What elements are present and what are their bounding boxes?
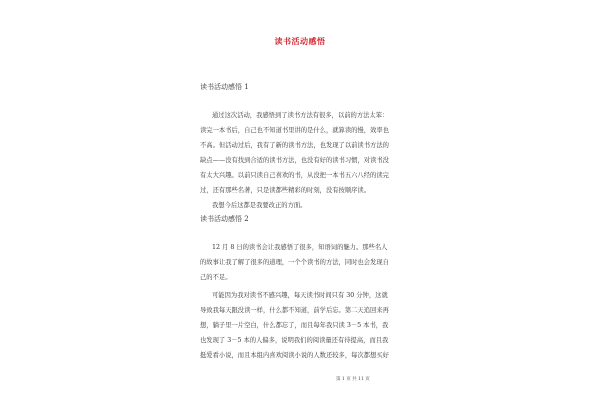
section-1-paragraph-2: 我想今后这都是我要改正的方面。 [212, 202, 307, 209]
section-2-heading: 读书活动感悟 2 [200, 215, 249, 223]
section-2-p2-line-3: 想，躺子里一片空白，什么都忘了，而且每年我只读 3－5 本书，我 [200, 322, 389, 329]
section-1-paragraph-1 [200, 108, 402, 213]
section-1-line-5: 有太大兴趣。以前只读自己喜欢的书，从没把一本书五六八经的读完 [200, 172, 389, 179]
section-1-line-2: 读完一本书后，自己也不知道书里讲的是什么，就算读的慢，效率也 [200, 127, 389, 134]
section-2-p2-line-4: 也发现了 3－5 本的人偏多，说明我们的阅读量还有待提高，而且我 [200, 337, 389, 344]
section-2-line-2: 的故事让我了解了很多的道理，一个个读书的方法，同时也会发现自 [200, 259, 389, 266]
document-title: 读书活动感悟 [274, 36, 326, 46]
section-2-line-1: 12 月 8 日的读书会让我感悟了很多，知语词的魅力。那些名人 [212, 244, 388, 251]
section-2-paragraph-2 [200, 288, 402, 363]
section-1-line-4: 缺点——没有找到合适的读书方法，也没有好的读书习惯，对读书没 [200, 157, 389, 164]
section-1-line-3: 不高。但活动过后，我有了新的读书方法，也发现了以前读书方法的 [200, 142, 389, 149]
section-1-line-6: 过，还有那些名著，只是读都些精彩的时刻，没有按顺序读。 [200, 187, 371, 194]
section-1-heading: 读书活动感悟 1 [200, 83, 249, 91]
section-2-p2-line-1: 可能因为我对读书不感兴趣，每天读书时间只有 30 分钟，这就 [212, 292, 388, 299]
page-number: 第 1 页 共 11 页 [336, 377, 370, 382]
section-1-line-1: 通过这次活动，我感悟到了读书方法有很多，以前的方法太笨： [212, 112, 389, 119]
section-2-line-3: 己的不足。 [200, 274, 232, 281]
section-2-paragraph-1 [200, 240, 402, 285]
section-2-p2-line-2: 导致我每天跟没读一样，什么都不知道，前学后忘。第二天追回来再 [200, 307, 389, 314]
section-2-p2-line-5: 挺爱看小说，而且本组内喜欢阅读小说的人数还较多，每次都想买好 [200, 352, 389, 359]
